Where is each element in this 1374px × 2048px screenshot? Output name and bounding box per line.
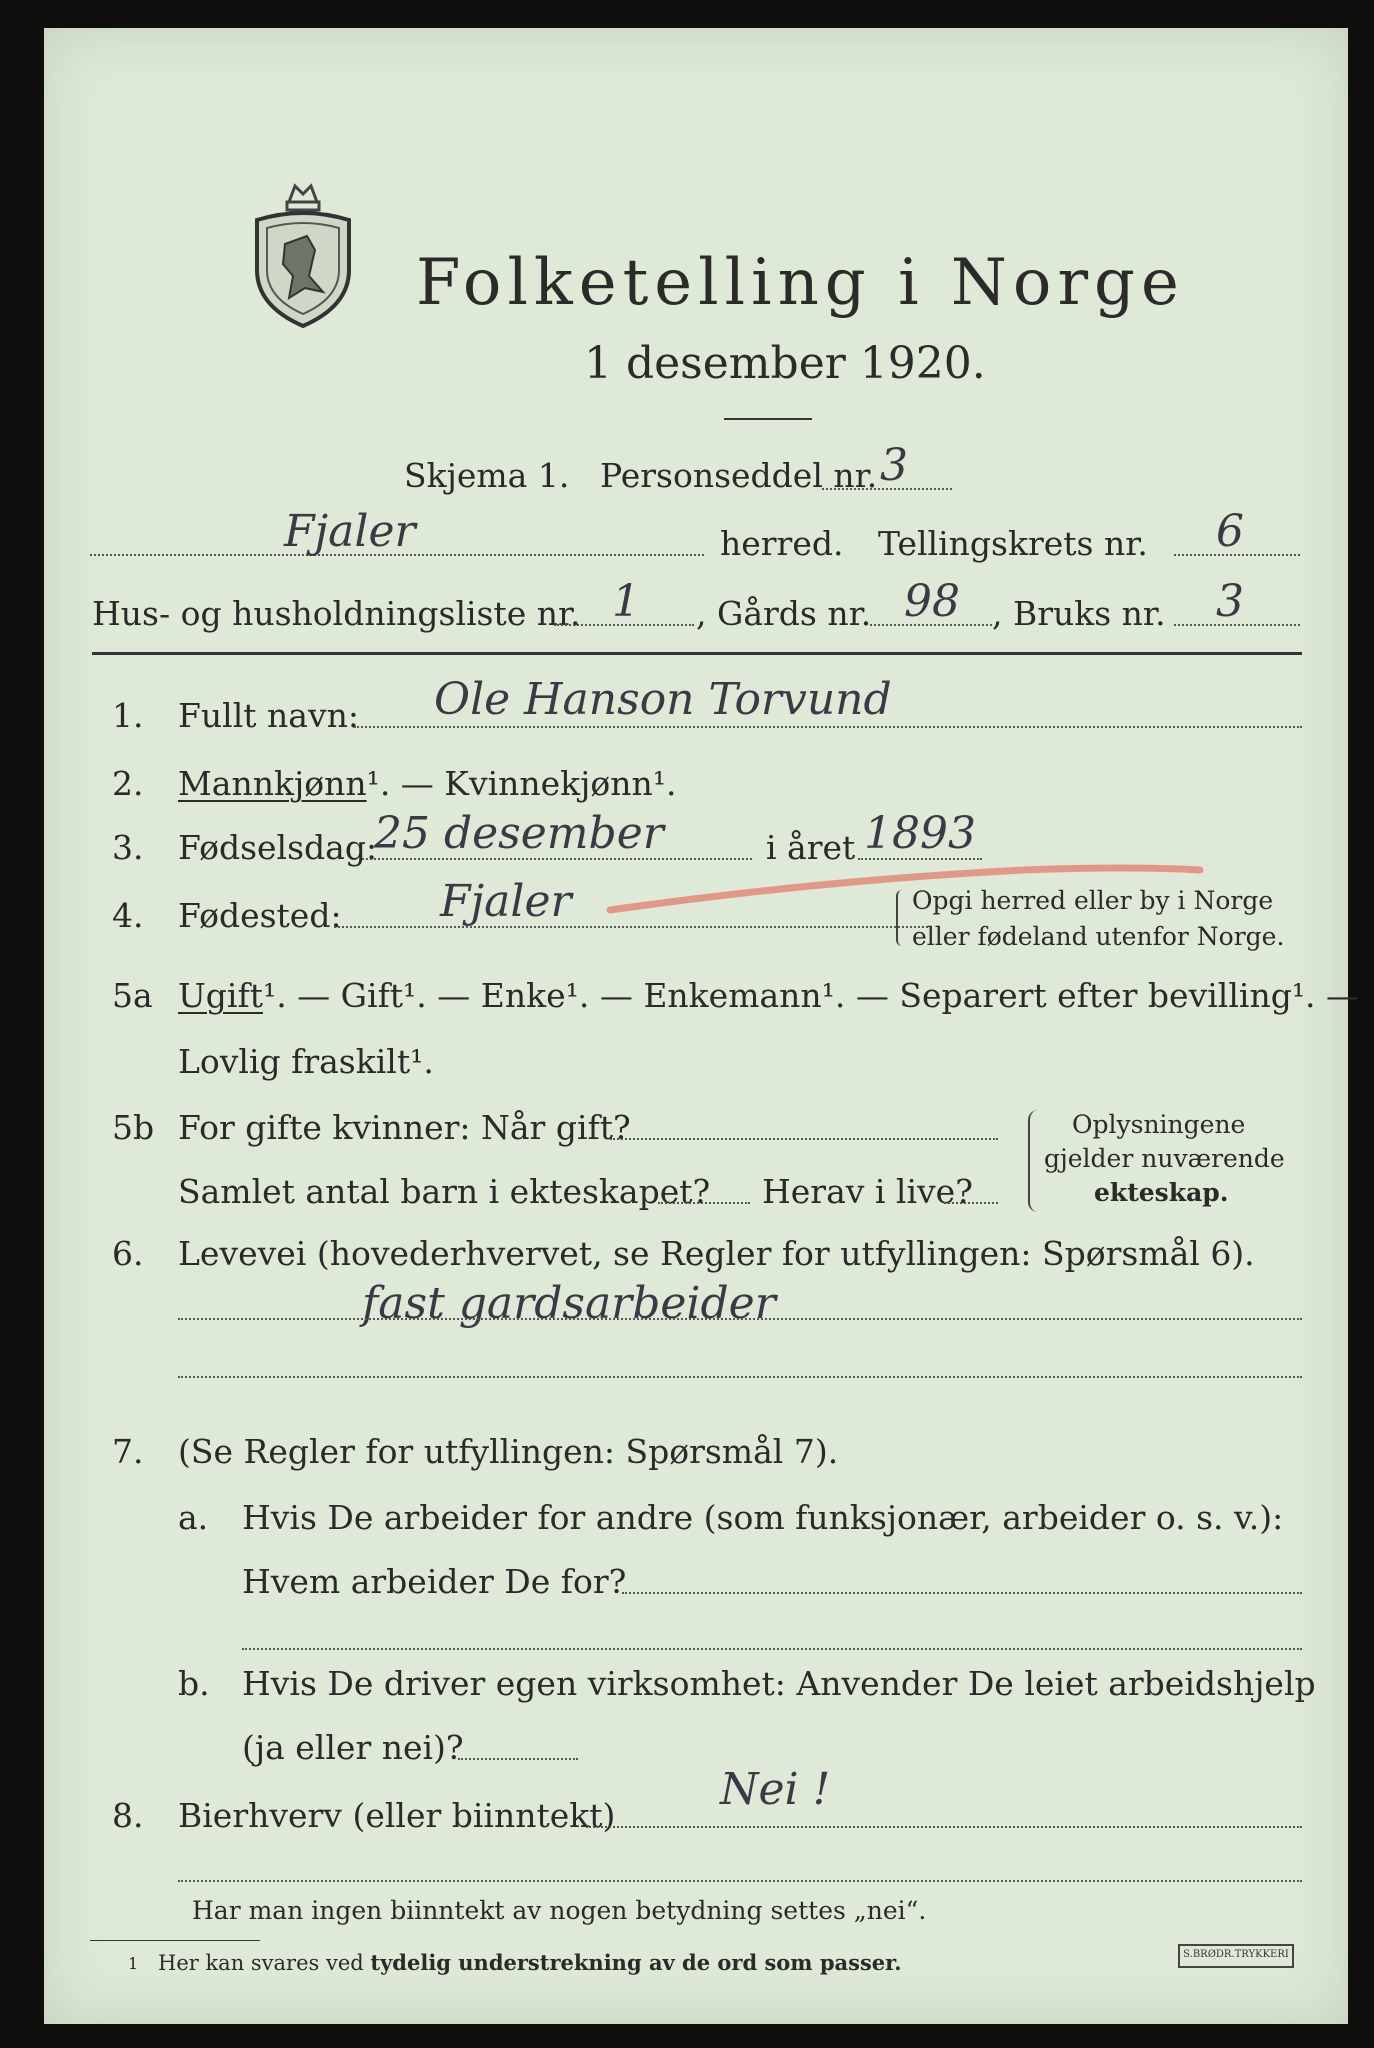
gards-label: , Gårds nr.	[696, 594, 872, 633]
side-income-value[interactable]: Nei !	[720, 1764, 831, 1815]
year-label: i året	[766, 828, 856, 867]
q5b-note1: Oplysningene	[1072, 1110, 1246, 1139]
q5b-note3: ekteskap.	[1094, 1178, 1229, 1207]
footnote-rule	[90, 1940, 260, 1941]
skjema-label: Skjema 1.	[404, 456, 570, 495]
q4-number: 4.	[112, 896, 144, 935]
q3-number: 3.	[112, 828, 144, 867]
q5b-herav-line	[944, 1202, 998, 1204]
tellingskrets-value[interactable]: 6	[1216, 506, 1244, 557]
q7a-line	[622, 1592, 1302, 1594]
personseddel-value[interactable]: 3	[880, 440, 908, 491]
q6-line2	[178, 1376, 1302, 1378]
birthdate-value[interactable]: 25 desember	[374, 808, 664, 859]
q2-options: Mannkjønn¹. — Kvinnekjønn¹.	[178, 764, 677, 803]
q7a-line2: Hvem arbeider De for?	[242, 1562, 627, 1601]
hus-value[interactable]: 1	[612, 576, 640, 627]
coat-of-arms-icon	[249, 180, 357, 330]
hus-label: Hus- og husholdningsliste nr.	[92, 594, 581, 633]
occupation-value[interactable]: fast gardsarbeider	[362, 1278, 776, 1329]
q5b-gift-line	[610, 1138, 998, 1140]
q4-line	[334, 926, 928, 928]
census-date: 1 desember 1920.	[584, 338, 986, 389]
q5b-line2: Samlet antal barn i ekteskapet?	[178, 1172, 711, 1211]
q7-label: (Se Regler for utfyllingen: Spørsmål 7).	[178, 1432, 839, 1471]
q7a-line1: Hvis De arbeider for andre (som funksjonær, arbeider o. s. v.):	[242, 1498, 1284, 1537]
q7a-letter: a.	[178, 1498, 209, 1537]
birth-year-value[interactable]: 1893	[864, 808, 976, 859]
q8-number: 8.	[112, 1796, 144, 1835]
q8-line2	[178, 1880, 1302, 1882]
herred-value[interactable]: Fjaler	[284, 506, 416, 557]
footer-note: Har man ingen biinntekt av nogen betydning settes „nei“.	[192, 1896, 927, 1925]
q6-line1	[178, 1318, 1302, 1320]
q5a-other-options[interactable]: ¹. — Gift¹. — Enke¹. — Enkemann¹. — Separert efter bevilling¹. —	[262, 976, 1360, 1015]
option-kvinnekjonn[interactable]: Kvinnekjønn	[444, 764, 653, 803]
q1-line	[354, 726, 1302, 728]
q7b-line2: (ja eller nei)?	[242, 1728, 464, 1767]
q6-number: 6.	[112, 1234, 144, 1273]
option-mannkjonn[interactable]: Mannkjønn	[178, 764, 367, 803]
footnote-number: 1	[128, 1954, 139, 1973]
q3-label: Fødselsdag:	[178, 828, 378, 867]
q8-line	[586, 1826, 1302, 1828]
q6-label: Levevei (hovederhvervet, se Regler for utfyllingen: Spørsmål 6).	[178, 1234, 1255, 1273]
q5b-number: 5b	[112, 1108, 155, 1147]
q7a-line-extra	[242, 1648, 1302, 1650]
q5b-barn-line	[658, 1202, 750, 1204]
q1-number: 1.	[112, 696, 144, 735]
full-name-value[interactable]: Ole Hanson Torvund	[434, 674, 892, 725]
q2-number: 2.	[112, 764, 144, 803]
printer-stamp: S.BRØDR.TRYKKERI	[1178, 1944, 1294, 1968]
bruks-label: , Bruks nr.	[992, 594, 1166, 633]
footnote-text: Her kan svares ved tydelig understrekning av de ord som passer.	[158, 1950, 902, 1975]
q5a-number: 5a	[112, 976, 153, 1015]
herred-label: herred.	[720, 524, 844, 563]
q5b-line1: For gifte kvinner: Når gift?	[178, 1108, 631, 1147]
form-title: Folketelling i Norge	[416, 246, 1185, 320]
q7-number: 7.	[112, 1432, 144, 1471]
q4-brace	[896, 890, 904, 946]
q4-note-line2: eller fødeland utenfor Norge.	[912, 922, 1285, 951]
personseddel-label: Personseddel nr.	[600, 456, 878, 495]
gards-value[interactable]: 98	[904, 576, 960, 627]
birthplace-value[interactable]: Fjaler	[440, 876, 572, 927]
q4-label: Fødested:	[178, 896, 342, 935]
q7b-letter: b.	[178, 1664, 210, 1703]
title-divider	[724, 418, 812, 420]
q7b-line1: Hvis De driver egen virksomhet: Anvender De leiet arbeidshjelp	[242, 1664, 1316, 1703]
q5b-herav: Herav i live?	[762, 1172, 973, 1211]
tellingskrets-label: Tellingskrets nr.	[878, 524, 1148, 563]
q5a-line2[interactable]: Lovlig fraskilt¹.	[178, 1042, 434, 1081]
q8-label: Bierhverv (eller biinntekt)	[178, 1796, 616, 1835]
q4-note-line1: Opgi herred eller by i Norge	[912, 886, 1274, 915]
q7b-line	[458, 1758, 578, 1760]
q5b-note2: gjelder nuværende	[1044, 1144, 1285, 1173]
bruks-value[interactable]: 3	[1216, 576, 1244, 627]
option-ugift[interactable]: Ugift	[178, 976, 263, 1015]
q1-label: Fullt navn:	[178, 696, 359, 735]
q5b-brace	[1028, 1110, 1038, 1212]
q5a-options	[178, 976, 1359, 1015]
census-form-sheet	[44, 28, 1360, 2024]
header-rule	[92, 652, 1302, 655]
